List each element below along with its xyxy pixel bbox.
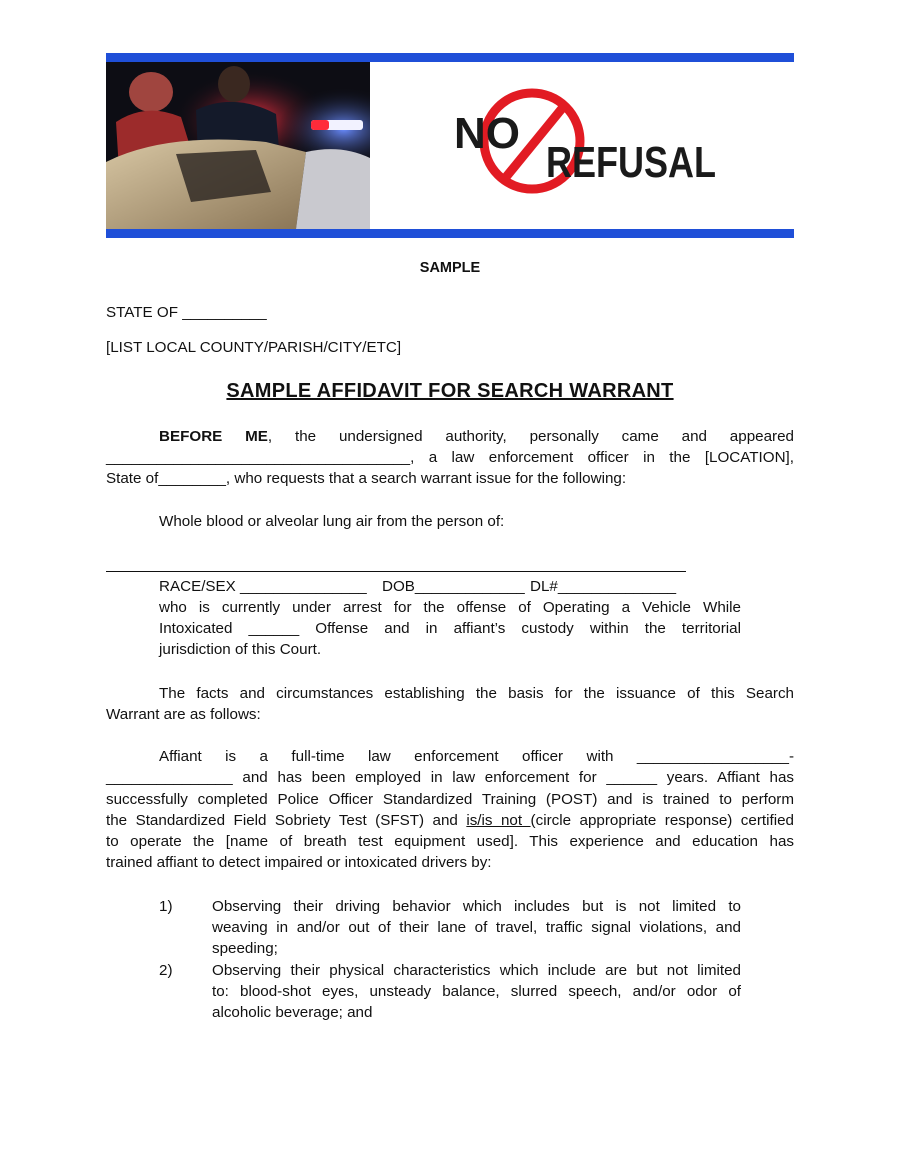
county-line: [LIST LOCAL COUNTY/PARISH/CITY/ETC] bbox=[106, 339, 402, 356]
p4-line4-b: (circle appropriate response) certified bbox=[530, 812, 794, 829]
p4-line1: Affiant is a full-time law enforcement officer with __________________- bbox=[159, 748, 794, 765]
p4-line4-a: the Standardized Field Sobriety Test (SFST) and bbox=[106, 812, 467, 829]
p4-line6: trained affiant to detect impaired or intoxicated drivers by: bbox=[106, 854, 492, 871]
p1-line1 bbox=[159, 426, 794, 447]
sample-label: SAMPLE bbox=[419, 260, 481, 276]
banner-top-bar bbox=[106, 53, 794, 62]
no-refusal-logo bbox=[450, 84, 730, 199]
p3-line2: Warrant are as follows: bbox=[106, 706, 261, 723]
p1-line3: State of________, who requests that a search warrant issue for the following: bbox=[106, 470, 627, 487]
page-title: SAMPLE AFFIDAVIT FOR SEARCH WARRANT bbox=[226, 380, 674, 402]
logo-word-no: NO bbox=[454, 109, 520, 158]
logo-word-refusal: REFUSAL bbox=[546, 138, 716, 187]
p3-line1: The facts and circumstances establishing the basis for the issuance of this Search bbox=[159, 685, 794, 702]
subject-line2: who is currently under arrest for the offense of Operating a Vehicle While bbox=[159, 599, 741, 616]
p4-line5: to operate the [name of breath test equipment used]. This experience and education has bbox=[106, 833, 794, 850]
list-item-1-line1: Observing their driving behavior which includes but is not limited to bbox=[212, 898, 741, 915]
p4-line3: successfully completed Police Officer Standardized Training (POST) and is trained to perform bbox=[106, 791, 794, 808]
subject-line4: jurisdiction of this Court. bbox=[159, 641, 322, 658]
is-is-not-choice: is/is not bbox=[466, 812, 531, 829]
list-item-1-number: 1) bbox=[159, 898, 173, 915]
list-item-2-line1: Observing their physical characteristics which include are but not limited bbox=[212, 962, 741, 979]
dl-field: DL#______________ bbox=[530, 578, 677, 595]
state-of-line: STATE OF __________ bbox=[106, 304, 267, 321]
list-item-2-line2: to: blood-shot eyes, unsteady balance, slurred speech, and/or odor of bbox=[212, 983, 741, 1000]
arrest-photo-icon bbox=[106, 62, 370, 229]
race-sex-field: RACE/SEX _______________ bbox=[159, 578, 367, 595]
p4-line4 bbox=[106, 810, 794, 831]
list-item-1-line3: speeding; bbox=[212, 940, 278, 957]
list-item-2-number: 2) bbox=[159, 962, 173, 979]
p1-line1-rest: , the undersigned authority, personally came and appeared bbox=[267, 428, 794, 445]
banner-bottom-bar bbox=[106, 229, 794, 238]
subject-line3: Intoxicated ______ Offense and in affiant’s custody within the territorial bbox=[159, 620, 741, 637]
subject-name-line bbox=[106, 571, 686, 572]
p2-line: Whole blood or alveolar lung air from the person of: bbox=[159, 513, 505, 530]
before-me-label: BEFORE ME bbox=[159, 428, 268, 445]
list-item-2-line3: alcoholic beverage; and bbox=[212, 1004, 373, 1021]
p1-line2: ____________________________________, a law enforcement officer in the [LOCATION], bbox=[106, 449, 794, 466]
arrest-photo bbox=[106, 62, 370, 229]
list-item-1-line2: weaving in and/or out of their lane of travel, traffic signal violations, and bbox=[212, 919, 741, 936]
dob-field: DOB_____________ bbox=[382, 578, 525, 595]
p4-line2: _______________ and has been employed in law enforcement for ______ years. Affiant has bbox=[106, 769, 794, 786]
